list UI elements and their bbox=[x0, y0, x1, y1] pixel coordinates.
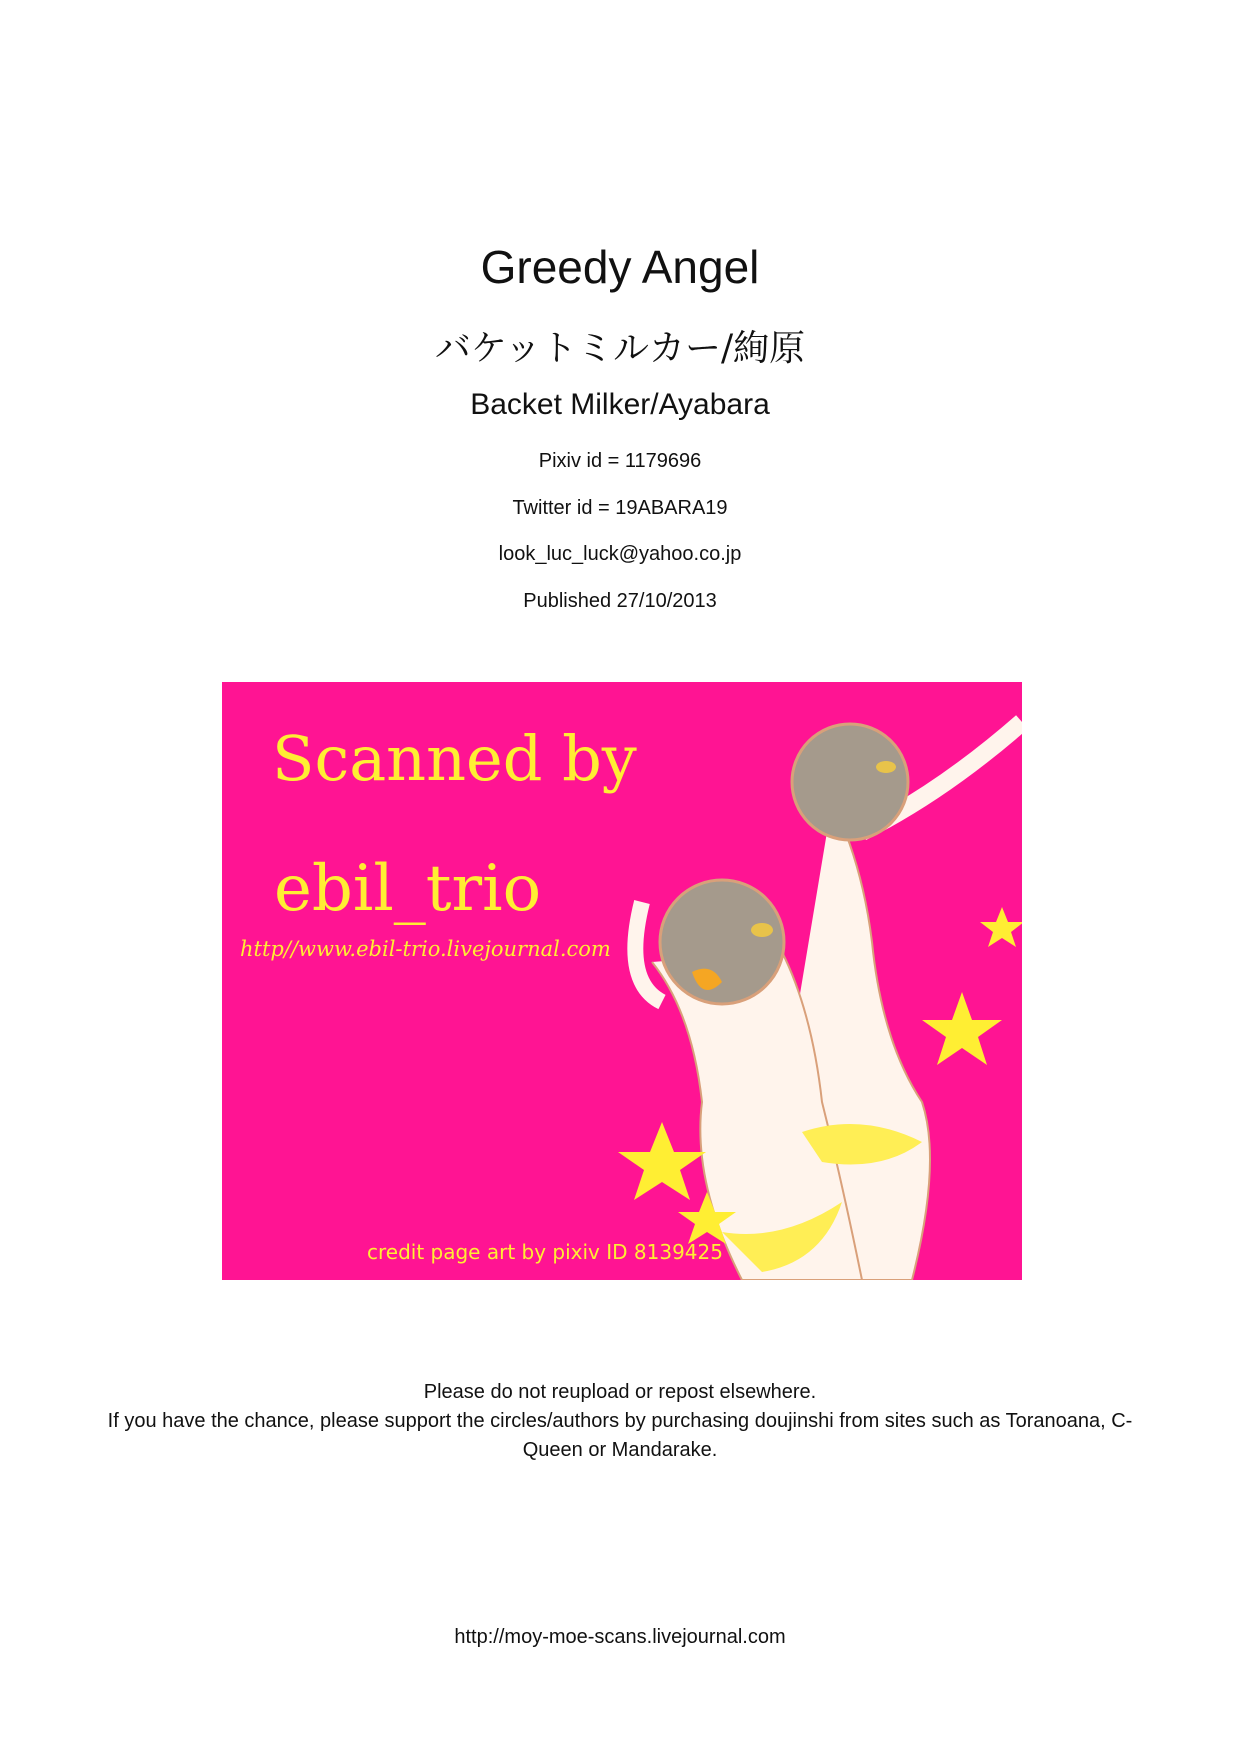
star-icon bbox=[922, 992, 1002, 1065]
notice-line-2: If you have the chance, please support the circles/authors by purchasing doujinshi from sites such as Toranoana, C-Queen or Mandarake. bbox=[107, 1410, 1133, 1461]
art-credit: credit page art by pixiv ID 8139425 bbox=[367, 1240, 723, 1264]
scanned-by-label: Scanned by bbox=[272, 722, 637, 795]
scanner-url: http//www.ebil-trio.livejournal.com bbox=[240, 937, 611, 961]
circle-name-japanese: バケットミルカー/絢原 bbox=[434, 328, 806, 369]
page-title: Greedy Angel bbox=[480, 241, 760, 293]
contact-email: look_luc_luck@yahoo.co.jp bbox=[498, 543, 742, 565]
back-bird-head bbox=[792, 724, 908, 840]
twitter-id: Twitter id = 19ABARA19 bbox=[512, 497, 728, 519]
publish-date: Published 27/10/2013 bbox=[523, 590, 717, 612]
footer-link[interactable]: http://moy-moe-scans.livejournal.com bbox=[454, 1626, 786, 1648]
scanner-credit-image bbox=[222, 682, 1022, 1280]
front-bird-head bbox=[660, 880, 784, 1004]
pixiv-id: Pixiv id = 1179696 bbox=[538, 450, 702, 472]
repost-notice bbox=[0, 1378, 1240, 1465]
scanner-name: ebil_trio bbox=[274, 852, 542, 926]
circle-name-english: Backet Milker/Ayabara bbox=[470, 388, 770, 421]
star-icon bbox=[618, 1122, 706, 1200]
star-icon bbox=[980, 907, 1022, 947]
notice-line-1: Please do not reupload or repost elsewhere. bbox=[423, 1381, 817, 1403]
